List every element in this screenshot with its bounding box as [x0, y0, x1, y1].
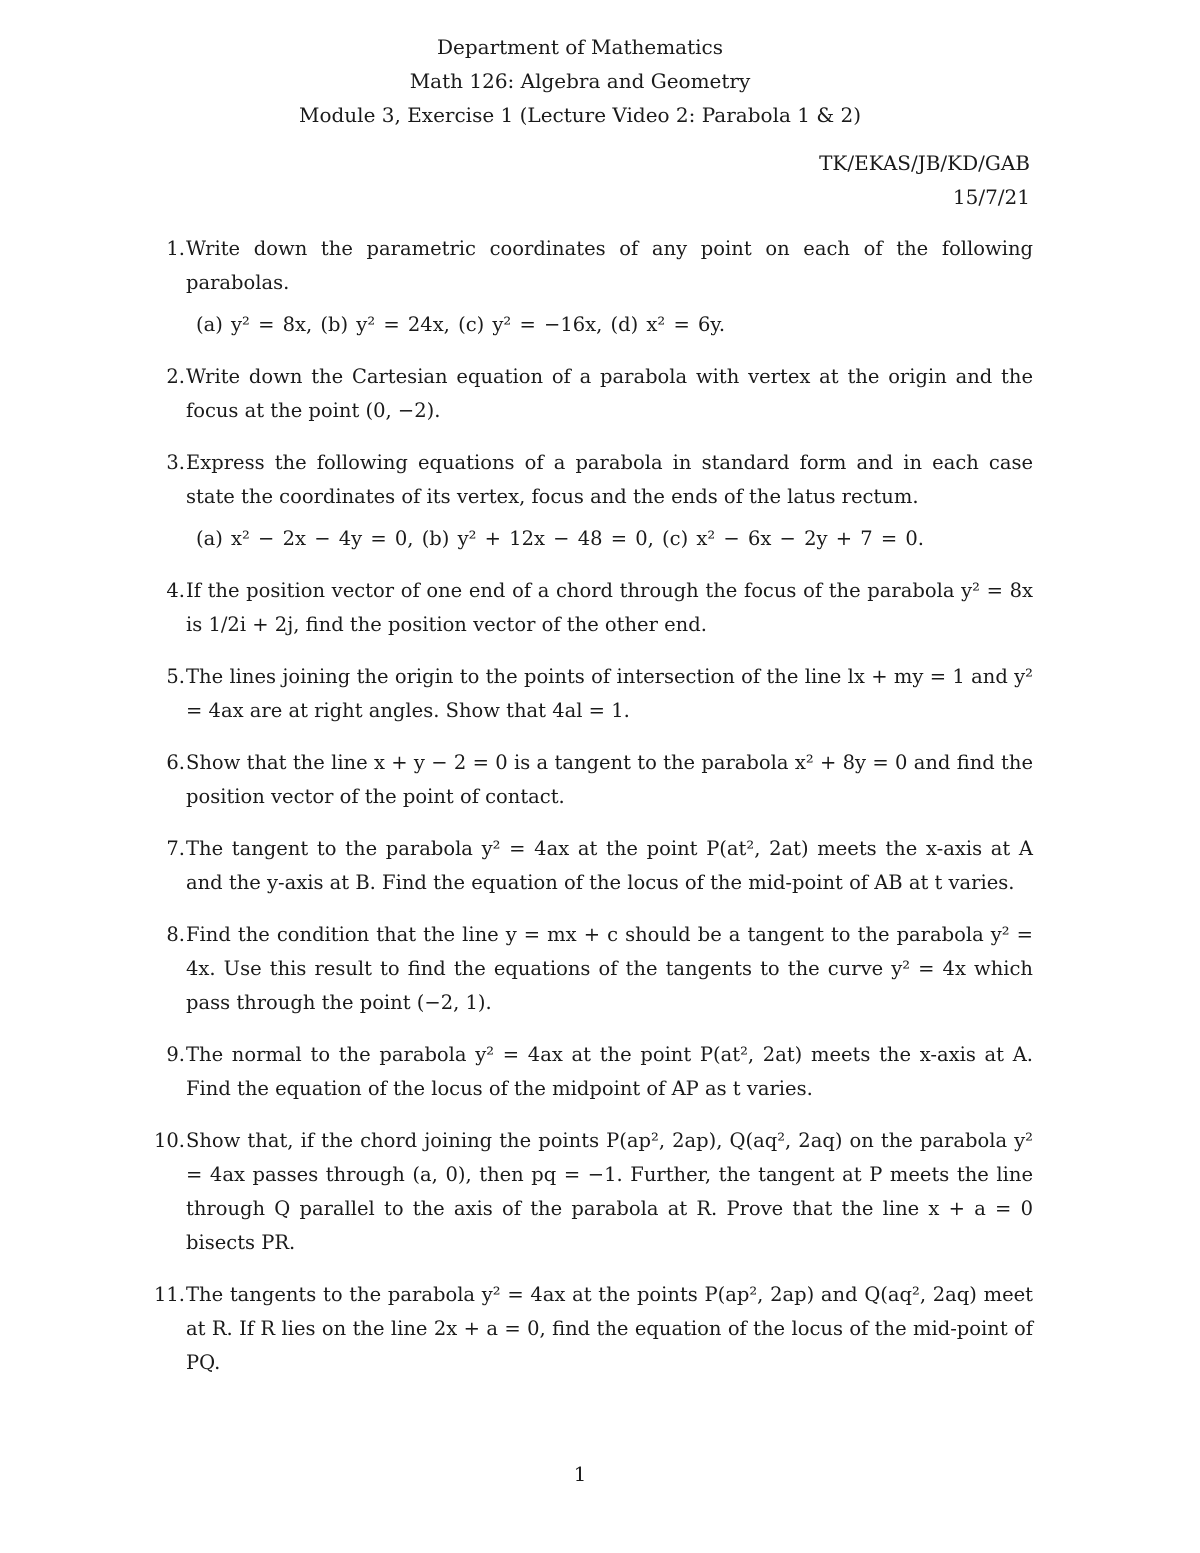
problem-text: The lines joining the origin to the points of intersection of the line lx + my = 1 and y² = 4ax are at right angles. Show that 4al = 1. — [186, 665, 1033, 722]
problem-6 — [145, 746, 1033, 814]
problem-8 — [145, 918, 1033, 1020]
document-header — [0, 30, 1160, 132]
department-title: Department of Mathematics — [436, 35, 723, 59]
problem-list — [145, 232, 1033, 1398]
problem-number: 10. — [153, 1129, 185, 1152]
problem-7 — [145, 832, 1033, 900]
problem-5 — [145, 660, 1033, 728]
problem-number: 3. — [166, 451, 185, 474]
problem-text: Find the condition that the line y = mx + c should be a tangent to the parabola y² = 4x. Use this result to find the equations of the tangents to the curve y² = 4x which pass through the point (−2, 1). — [186, 923, 1033, 1014]
problem-number: 7. — [166, 837, 185, 860]
problem-11 — [145, 1278, 1033, 1380]
problem-4 — [145, 574, 1033, 642]
problem-text: Express the following equations of a parabola in standard form and in each case state the coordinates of its vertex, focus and the ends of the latus rectum. — [186, 451, 1033, 508]
problem-parts: (a) x² − 2x − 4y = 0, (b) y² + 12x − 48 = 0, (c) x² − 6x − 2y + 7 = 0. — [196, 527, 924, 550]
problem-2 — [145, 360, 1033, 428]
problem-parts: (a) y² = 8x, (b) y² = 24x, (c) y² = −16x, (d) x² = 6y. — [196, 313, 726, 336]
problem-number: 6. — [166, 751, 185, 774]
date: 15/7/21 — [952, 185, 1030, 209]
problem-text: Write down the Cartesian equation of a parabola with vertex at the origin and the focus at the point (0, −2). — [186, 365, 1033, 422]
authors: TK/EKAS/JB/KD/GAB — [819, 151, 1030, 175]
problem-number: 5. — [166, 665, 185, 688]
problem-text: If the position vector of one end of a chord through the focus of the parabola y² = 8x is 1/2i + 2j, find the position vector of the other end. — [186, 579, 1033, 636]
problem-number: 8. — [166, 923, 185, 946]
problem-text: Show that, if the chord joining the points P(ap², 2ap), Q(aq², 2aq) on the parabola y² = 4ax passes through (a, 0), then pq = −1. Further, the tangent at P meets the line through Q parallel to the axis of the parabola at R. Prove that the line x + a = 0 bisects PR. — [186, 1129, 1033, 1254]
problem-number: 11. — [153, 1283, 185, 1306]
problem-number: 1. — [166, 237, 185, 260]
module-title: Module 3, Exercise 1 (Lecture Video 2: Parabola 1 & 2) — [298, 103, 862, 127]
problem-text: The tangents to the parabola y² = 4ax at the points P(ap², 2ap) and Q(aq², 2aq) meet at R. If R lies on the line 2x + a = 0, find the equation of the locus of the mid-point of PQ. — [186, 1283, 1033, 1374]
course-title: Math 126: Algebra and Geometry — [409, 69, 751, 93]
problem-text: The normal to the parabola y² = 4ax at the point P(at², 2at) meets the x-axis at A. Find the equation of the locus of the midpoint of AP as t varies. — [186, 1043, 1033, 1100]
problem-number: 9. — [166, 1043, 185, 1066]
problem-text: Show that the line x + y − 2 = 0 is a tangent to the parabola x² + 8y = 0 and find the position vector of the point of contact. — [186, 751, 1033, 808]
problem-number: 4. — [166, 579, 185, 602]
problem-9 — [145, 1038, 1033, 1106]
problem-text: The tangent to the parabola y² = 4ax at the point P(at², 2at) meets the x-axis at A and the y-axis at B. Find the equation of the locus of the mid-point of AB at t varies. — [186, 837, 1033, 894]
document-meta — [819, 146, 1030, 214]
problem-text: Write down the parametric coordinates of any point on each of the following parabolas. — [186, 237, 1033, 294]
problem-number: 2. — [166, 365, 185, 388]
problem-1 — [145, 232, 1033, 342]
page-number: 1 — [573, 1462, 587, 1486]
problem-3 — [145, 446, 1033, 556]
problem-10 — [145, 1124, 1033, 1260]
